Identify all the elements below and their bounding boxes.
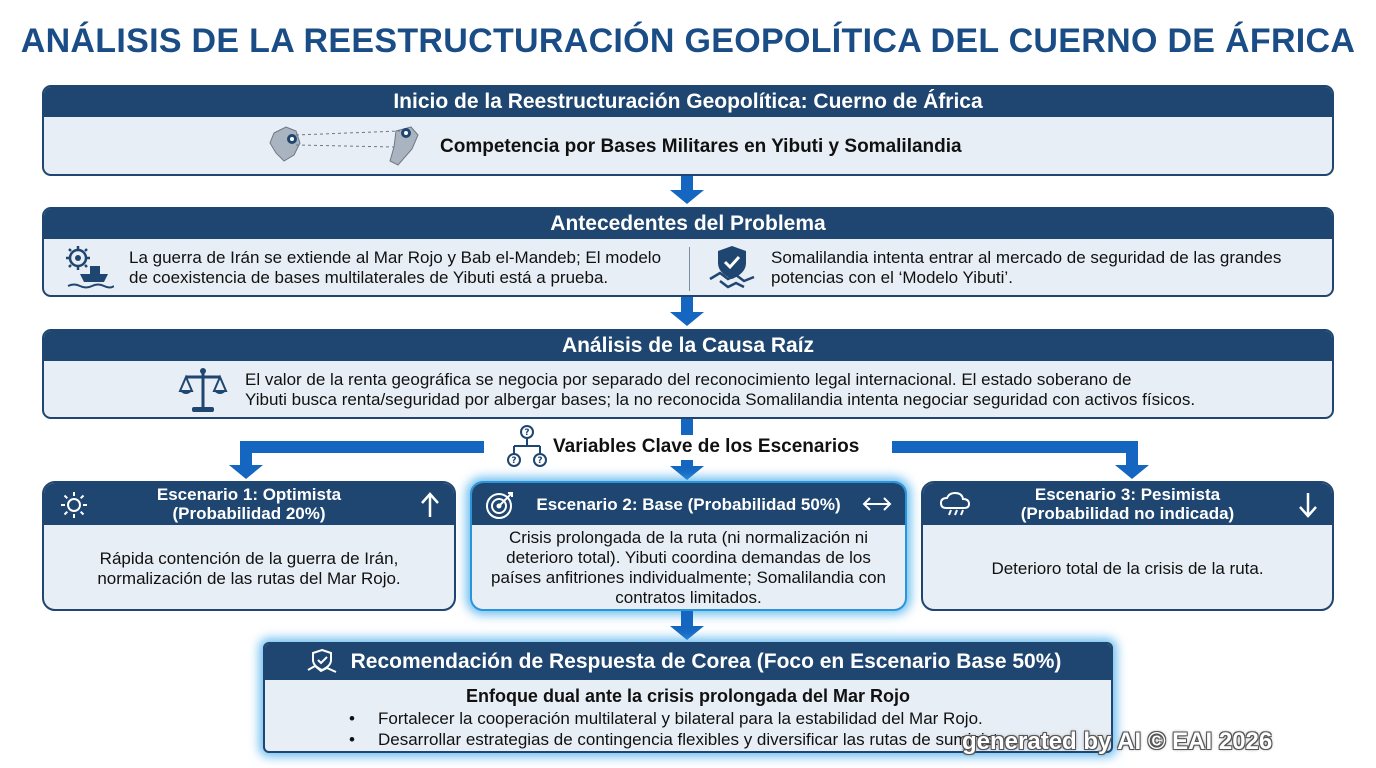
scenario-2-header [472, 483, 905, 525]
recommendation-bullet-2: Desarrollar estrategias de contingencia flexibles y diversificar las rutas de suministro. [378, 730, 1018, 749]
scenario-3-title-line1: Escenario 3: Pesimista [1034, 485, 1221, 504]
scales-icon [178, 365, 228, 415]
recommendation-header-text: Recomendación de Respuesta de Corea (Foco en Escenario Base 50%) [350, 650, 1062, 673]
scenario-1-body-line2: normalización de las rutas del Mar Rojo. [97, 569, 401, 588]
root-cause-card [42, 329, 1334, 419]
root-cause-header: Análisis de la Causa Raíz [44, 331, 1332, 361]
scenario-2-body-line3: países anfitriones individualmente; Somalilandia con [490, 568, 886, 587]
scenario-3-header [923, 483, 1332, 525]
scenario-1-title-line2: (Probabilidad 20%) [172, 504, 326, 523]
question-network-icon [506, 424, 548, 468]
scenario-3-card [921, 481, 1334, 611]
gear-ship-icon [64, 244, 114, 290]
root-cause-line1: El valor de la renta geográfica se negocia por separado del reconocimiento legal internacional. El estado soberano de [245, 370, 1132, 389]
svg-text:?: ? [537, 456, 543, 466]
background-card [42, 207, 1334, 297]
background-left-line2: de coexistencia de bases multilaterales de Yibuti está a prueba. [129, 268, 609, 287]
background-left-line1: La guerra de Irán se extiende al Mar Rojo y Bab el-Mandeb; El modelo [129, 248, 662, 267]
watermark: generated by AI © EAI 2026 [962, 728, 1273, 755]
start-card [42, 85, 1334, 176]
arrow-left-right-icon [862, 495, 892, 513]
scenario-2-card [470, 481, 907, 611]
scenario-1-title-line1: Escenario 1: Optimista [156, 485, 342, 504]
scenario-2-body-line1: Crisis prolongada de la ruta (ni normalización ni [508, 528, 869, 547]
start-header: Inicio de la Reestructuración Geopolítica: Cuerno de África [44, 87, 1332, 117]
scenario-2-title-line1: Escenario 2: Base (Probabilidad 50%) [536, 495, 841, 514]
scenario-1-card [42, 481, 456, 611]
background-body [44, 239, 1332, 297]
recommendation-bullet-1-dot: • [349, 709, 355, 728]
scenario-3-body-line1: Deterioro total de la crisis de la ruta. [991, 559, 1264, 578]
recommendation-header [265, 644, 1111, 680]
arrow-down-icon [1296, 491, 1320, 519]
start-text: Competencia por Bases Militares en Yibuti y Somalilandia [440, 136, 962, 157]
root-cause-line2: Yibuti busca renta/seguridad por albergar bases; la no reconocida Somalilandia intenta negociar seguridad con activos físicos. [245, 390, 1196, 409]
background-right-line2: potencias con el ‘Modelo Yibuti’. [771, 268, 1013, 287]
scenario-2-body-line2: deterioro total). Yibuti coordina demandas de los [506, 548, 871, 567]
horn-of-africa-map-icon [266, 121, 426, 173]
shield-handshake-icon [708, 243, 756, 291]
recommendation-bullet-2-dot: • [349, 730, 355, 749]
root-cause-body [44, 361, 1332, 419]
scenario-1-header [44, 483, 454, 525]
handshake-icon [307, 648, 337, 676]
variables-label: Variables Clave de los Escenarios [553, 436, 860, 457]
background-right-line1: Somalilandia intenta entrar al mercado de seguridad de las grandes [771, 248, 1282, 267]
recommendation-bullet-1: Fortalecer la cooperación multilateral y bilateral para la estabilidad del Mar Rojo. [378, 709, 983, 728]
background-header: Antecedentes del Problema [44, 209, 1332, 239]
scenario-1-body-line1: Rápida contención de la guerra de Irán, [99, 549, 399, 568]
recommendation-subtitle: Enfoque dual ante la crisis prolongada del Mar Rojo [465, 686, 911, 706]
svg-text:?: ? [511, 456, 517, 466]
arrow-up-icon [418, 491, 442, 519]
page-title: ANÁLISIS DE LA REESTRUCTURACIÓN GEOPOLÍTICA DEL CUERNO DE ÁFRICA [20, 22, 1356, 60]
background-divider [689, 247, 690, 291]
start-body [44, 117, 1332, 176]
svg-text:?: ? [524, 428, 530, 438]
scenario-2-body-line4: contratos limitados. [615, 588, 762, 607]
scenario-3-title-line2: (Probabilidad no indicada) [1020, 504, 1235, 523]
